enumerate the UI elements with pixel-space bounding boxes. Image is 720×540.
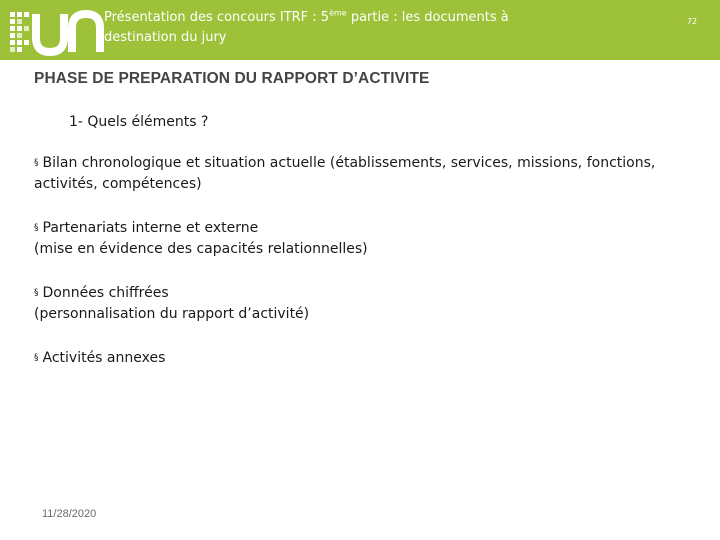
bullet-text: Bilan chronologique et situation actuelle (établissements, services, missions, fonctions, <box>42 155 656 171</box>
subheading: 1- Quels éléments ? <box>69 114 209 130</box>
bullet-text: Partenariats interne et externe <box>42 220 259 236</box>
bullet-text: (personnalisation du rapport d’activité) <box>34 306 310 322</box>
slide-number: 72 <box>686 17 698 26</box>
bullet-icon: § <box>34 353 39 363</box>
bullet-item <box>34 348 694 369</box>
bullet-icon: § <box>34 288 39 298</box>
section-title: PHASE DE PREPARATION DU RAPPORT D’ACTIVITE <box>34 70 430 87</box>
bullet-text: Données chiffrées <box>42 285 169 301</box>
title-line2: destination du jury <box>104 30 227 45</box>
title-line1-start: Présentation des concours ITRF : 5 <box>104 10 330 25</box>
footer-date: 11/28/2020 <box>42 508 97 520</box>
bullet-icon: § <box>34 223 39 233</box>
title-superscript: ème <box>329 8 347 18</box>
header-bar <box>0 0 720 60</box>
presentation-title <box>104 8 544 48</box>
bullet-text: (mise en évidence des capacités relationnelles) <box>34 241 368 257</box>
bullet-icon: § <box>34 158 39 168</box>
bullet-text: Activités annexes <box>42 350 166 366</box>
title-line1-end: partie : les documents à <box>346 10 509 25</box>
bullet-item <box>34 153 694 195</box>
bullet-item <box>34 218 694 260</box>
un-logo-icon <box>8 6 104 56</box>
bullet-text: activités, compétences) <box>34 176 202 192</box>
bullet-item <box>34 283 694 325</box>
